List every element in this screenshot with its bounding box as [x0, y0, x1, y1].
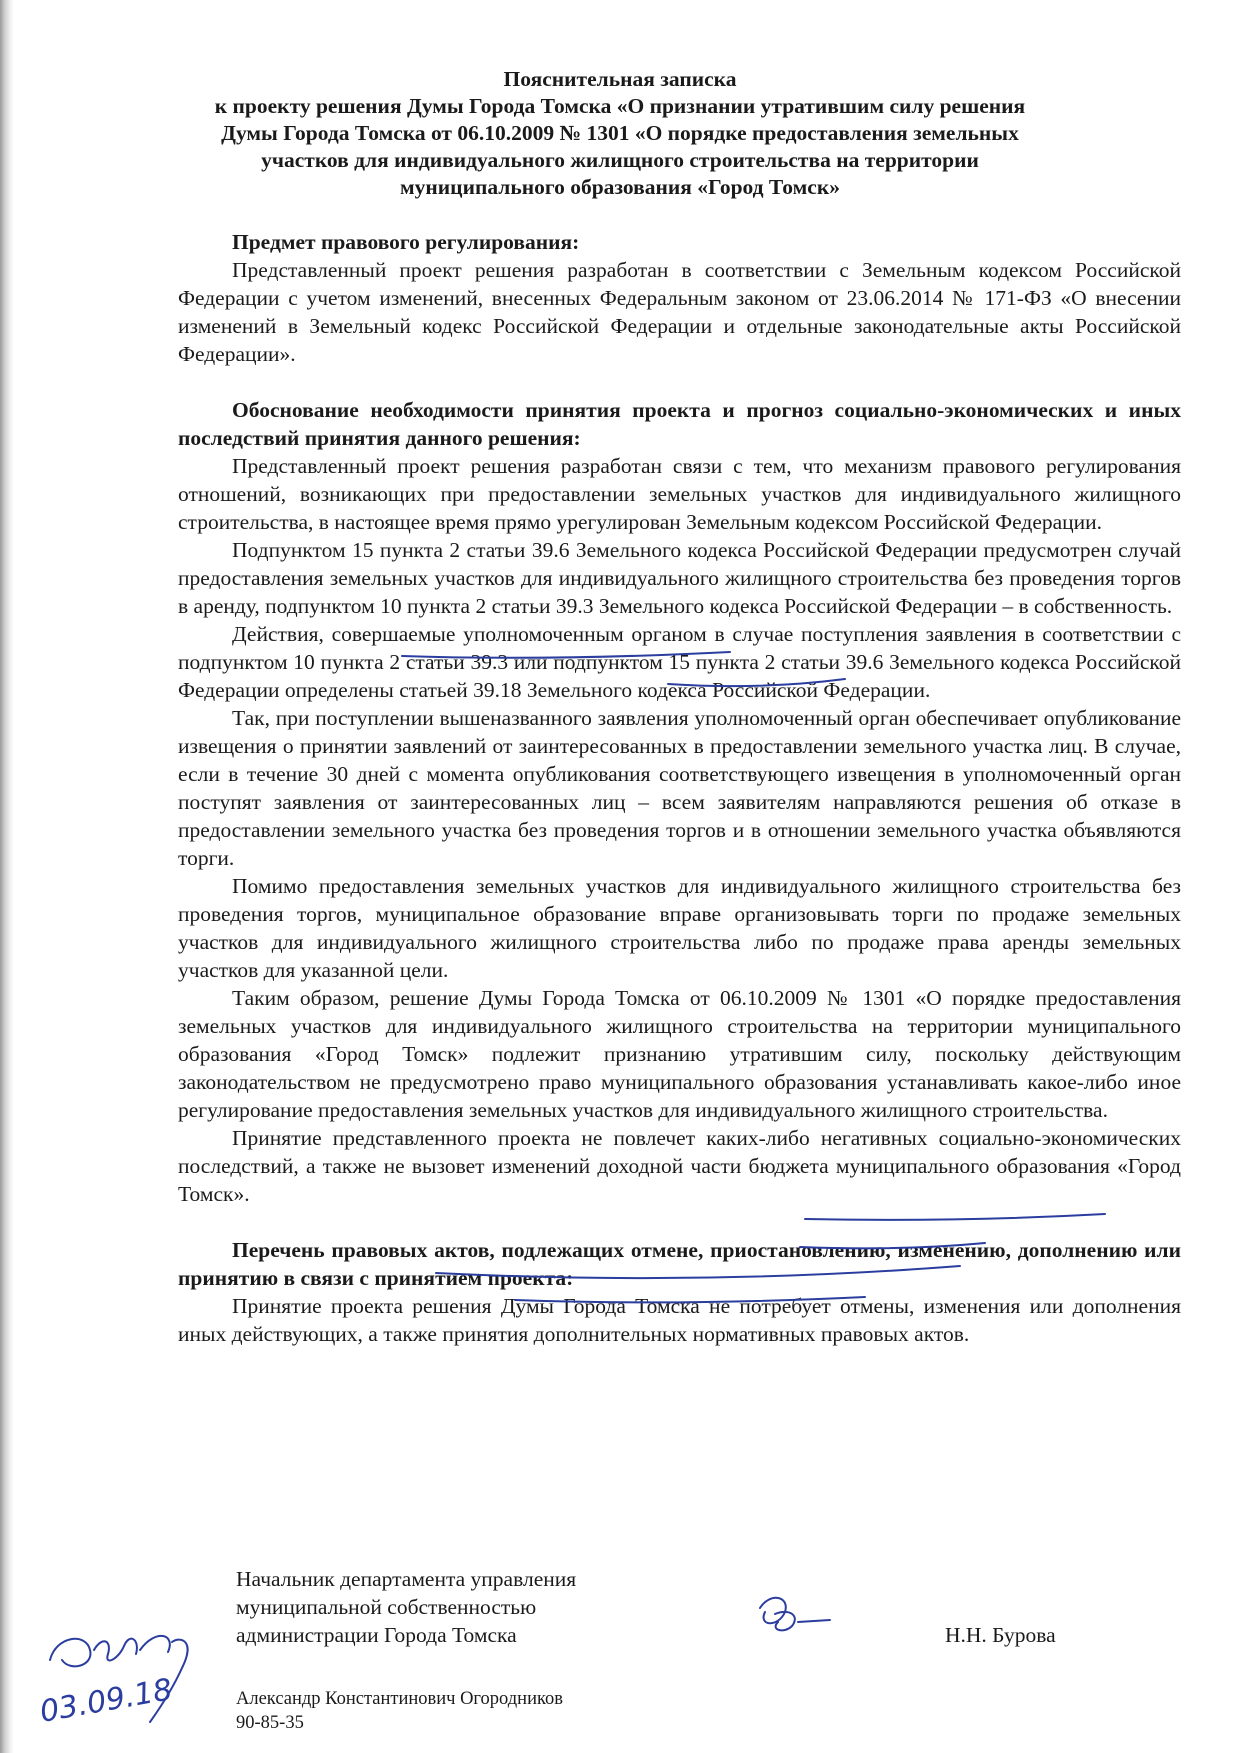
position-line: администрации Города Томска — [236, 1623, 517, 1647]
section-heading-subject: Предмет правового регулирования: — [232, 230, 580, 254]
section-heading-legal-acts: Перечень правовых актов, подлежащих отмене, приостановлению, изменению, дополнению или принятию в связи с принятием проекта: — [178, 1238, 1181, 1290]
paragraph: Так, при поступлении вышеназванного заявления уполномоченный орган обеспечивает опубликование извещения о принятии заявлений от заинтересованных в предоставлении земельного участка лиц. В случае, если в течение 30 дней с момента опубликования соответствующего извещения в уполномоченный орган поступят заявления от заинтересованных лиц – всем заявителям направляются решения об отказе в предоставлении земельного участка без проведения торгов и в отношении земельного участка объявляются торги. — [178, 706, 1181, 870]
title-line: участков для индивидуального жилищного строительства на территории — [261, 148, 979, 172]
paragraph: Подпунктом 15 пункта 2 статьи 39.6 Земельного кодекса Российской Федерации предусмотрен случай предоставления земельных участков для индивидуального жилищного строительства без проведения торгов в аренду, подпунктом 10 пункта 2 статьи 39.3 Земельного кодекса Российской Федерации – в собственность. — [178, 538, 1181, 618]
ink-signature — [760, 1598, 830, 1631]
paragraph: Помимо предоставления земельных участков для индивидуального жилищного строительства без проведения торгов, муниципальное образование вправе организовывать торги по продаже земельных участков для индивидуального жилищного строительства либо по продаже права аренды земельных участков для указанной цели. — [178, 874, 1181, 982]
paragraph: Действия, совершаемые уполномоченным органом в случае поступления заявления в соответствии с подпунктом 10 пункта 2 статьи 39.3 или подпунктом 15 пункта 2 статьи 39.6 Земельного кодекса Российской Федерации определены статьей 39.18 Земельного кодекса Российской Федерации. — [178, 622, 1181, 702]
ink-underline — [800, 1243, 985, 1248]
ink-underline — [668, 679, 845, 686]
executor-name: Александр Константинович Огородников — [236, 1689, 564, 1709]
paragraph: Представленный проект решения разработан связи с тем, что механизм правового регулирования отношений, возникающих при предоставлении земельных участков для индивидуального жилищного строительства, в настоящее время прямо урегулирован Земельным кодексом Российской Федерации. — [178, 454, 1181, 534]
paragraph: Принятие представленного проекта не повлечет каких-либо негативных социально-экономических последствий, а также не вызовет изменений доходной части бюджета муниципального образования «Город Томск». — [178, 1126, 1181, 1206]
signatory-name: Н.Н. Бурова — [945, 1623, 1056, 1647]
title-line: муниципального образования «Город Томск» — [400, 175, 840, 199]
executor-phone: 90-85-35 — [236, 1713, 304, 1733]
title-line: Думы Города Томска от 06.10.2009 № 1301 «О порядке предоставления земельных — [221, 121, 1019, 145]
visa-date: 03.09.18 — [37, 1672, 175, 1730]
position-line: Начальник департамента управления — [236, 1567, 577, 1591]
paragraph: Таким образом, решение Думы Города Томска от 06.10.2009 № 1301 «О порядке предоставления земельных участков для индивидуального жилищного строительства на территории муниципального образования «Город Томск» подлежит признанию утратившим силу, поскольку действующим законодательством не предусмотрено право муниципального образования устанавливать какое-либо иное регулирование предоставления земельных участков для индивидуального жилищного строительства. — [178, 986, 1181, 1122]
position-line: муниципальной собственностью — [236, 1595, 537, 1619]
title-line: Пояснительная записка — [503, 67, 737, 91]
paragraph: Представленный проект решения разработан в соответствии с Земельным кодексом Российской Федерации с учетом изменений, внесенных Федеральным законом от 23.06.2014 № 171-ФЗ «О внесении изменений в Земельный кодекс Российской Федерации и отдельные законодательные акты Российской Федерации». — [178, 258, 1181, 366]
ink-underline — [515, 1297, 865, 1302]
paragraph: Принятие проекта решения Думы Города Томска не потребует отмены, изменения или дополнения иных действующих, а также принятия дополнительных нормативных правовых актов. — [178, 1294, 1181, 1346]
title-line: к проекту решения Думы Города Томска «О признании утратившим силу решения — [214, 94, 1026, 118]
ink-underline — [805, 1214, 1105, 1220]
ink-underline — [402, 652, 730, 658]
ink-underline — [436, 1266, 960, 1278]
section-heading-justification: Обоснование необходимости принятия проекта и прогноз социально-экономических и иных последствий принятия данного решения: — [178, 398, 1181, 450]
